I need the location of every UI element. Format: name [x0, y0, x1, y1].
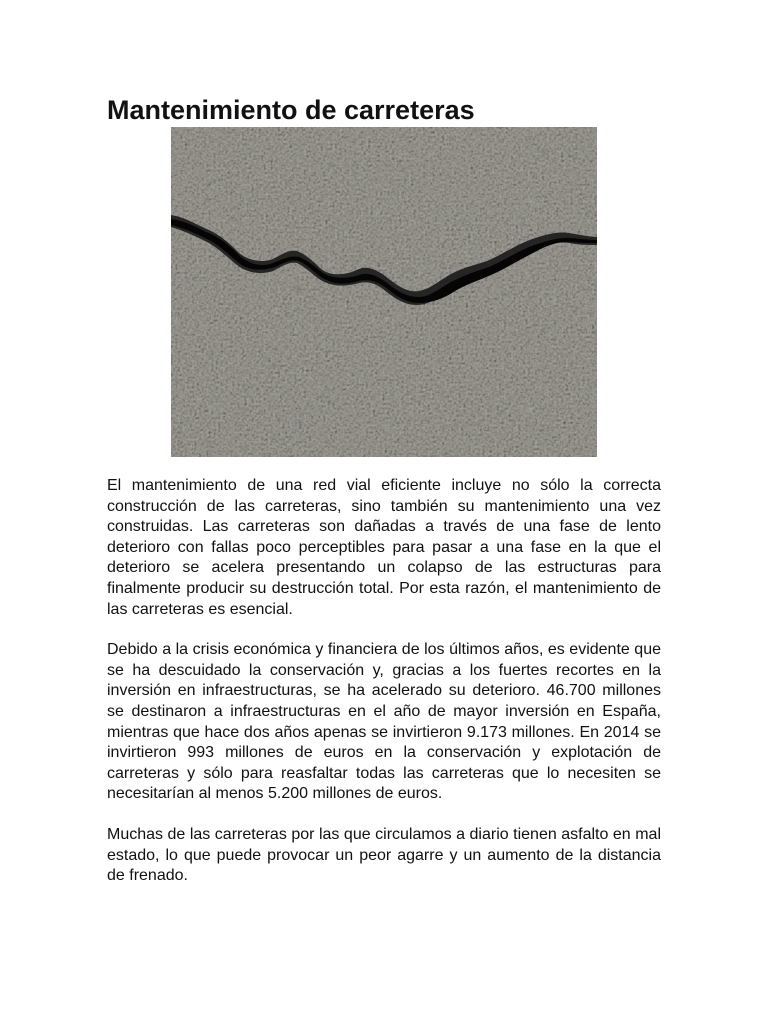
cracked-asphalt-photo-icon [171, 127, 597, 457]
paragraph-2: Debido a la crisis económica y financiera de los últimos años, es evidente que se ha descuidado la conservación y, gracias a los fuertes recortes en la inversión en infraestructuras, se ha acelerado su deterioro. 46.700 millones se destinaron a infraestructuras en el año de mayor inversión en España, mientras que hace dos años apenas se invirtieron 9.173 millones. En 2014 se invirtieron 993 millones de euros en la conservación y explotación de carreteras y sólo para reasfaltar todas las carreteras que lo necesiten se necesitarían al menos 5.200 millones de euros. [107, 641, 661, 803]
cracked-asphalt-image [171, 127, 597, 457]
document-page [107, 93, 661, 887]
paragraph-3: Muchas de las carreteras por las que circulamos a diario tienen asfalto en mal estado, lo que puede provocar un peor agarre y un aumento de la distancia de frenado. [107, 825, 661, 885]
paragraph-1: El mantenimiento de una red vial eficiente incluye no sólo la correcta construcción de las carreteras, sino también su mantenimiento una vez construidas. Las carreteras son dañadas a través de una fase de lento deterioro con fallas poco perceptibles para pasar a una fase en la que el deterioro se acelera presentando un colapso de las estructuras para finalmente producir su destrucción total. Por esta razón, el mantenimiento de las carreteras es esencial. [107, 477, 661, 618]
page-title: Mantenimiento de carreteras [107, 95, 475, 125]
